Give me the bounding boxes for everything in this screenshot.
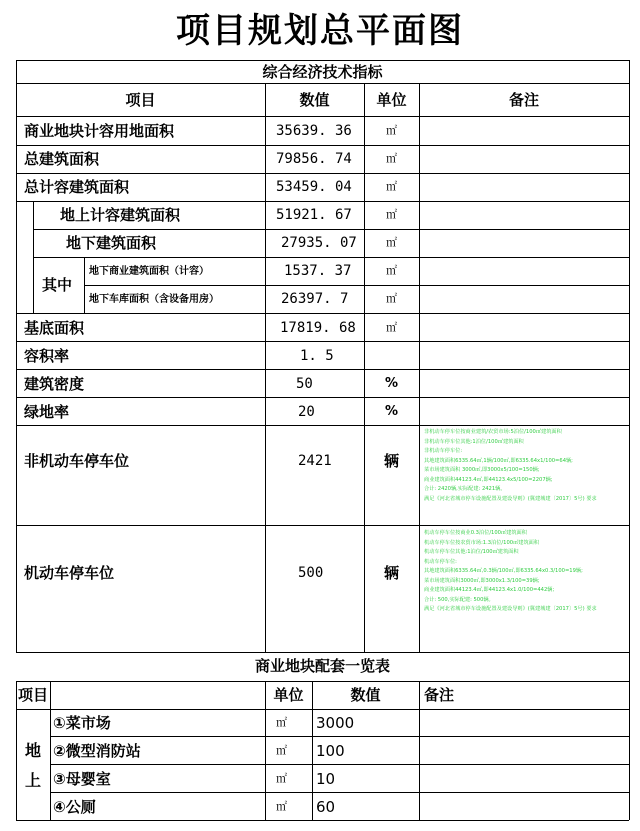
bicycle-parking-note: 非机动车停车位按商业建筑/农贸市场:5泊位/100㎡建筑面积 非机动车停车位其他:1泊位/100㎡建筑面积 非机动车停车位: 其地建筑面积6335.64㎡,1辆/100㎡,即6335.64x1/100=64辆; 菜市场建筑面积 3000㎡,即3000x5/100=150辆; 商业建筑面积44123.4㎡,即44123.4x5/100=2207辆; 合计: 2420辆,实际配建: 2421辆。 满足《河北省城市停车设施配置及建设导则》(冀建城建〔2017〕5号) 要求 (424, 429, 597, 502)
row-value: 1. 5 (300, 348, 334, 364)
row-value: 17819. 68 (280, 320, 356, 336)
facility-value: 10 (316, 770, 336, 788)
row-item: 绿地率 (24, 403, 70, 421)
row-value: 26397. 7 (281, 291, 349, 307)
fac-col-item-header: 项目 (18, 686, 49, 704)
row-unit: ㎡ (386, 292, 397, 305)
facility-item: ①菜市场 (53, 714, 111, 732)
row-value: 27935. 07 (281, 235, 357, 251)
col-item-header: 项目 (125, 91, 156, 109)
row-unit: 辆 (383, 564, 399, 582)
fac-col-note-header: 备注 (424, 686, 455, 704)
facility-unit: ㎡ (276, 744, 287, 757)
facility-unit: ㎡ (276, 772, 287, 785)
row-item: 总建筑面积 (24, 150, 100, 168)
row-unit: % (384, 376, 399, 391)
row-unit: ㎡ (386, 208, 397, 221)
row-value: 20 (298, 404, 315, 420)
col-unit-header: 单位 (376, 91, 407, 109)
fac-col-unit-header: 单位 (273, 686, 304, 704)
row-item: 非机动车停车位 (24, 452, 130, 470)
row-value: 53459. 04 (276, 179, 352, 195)
row-unit: ㎡ (386, 180, 397, 193)
facility-item: ④公厕 (53, 798, 96, 816)
facility-item: ③母婴室 (53, 770, 111, 788)
row-item: 地下建筑面积 (66, 234, 157, 252)
row-value: 500 (298, 565, 324, 581)
sub-group-label: 其中 (42, 276, 73, 294)
facility-value: 100 (316, 742, 345, 760)
fac-col-value-header: 数值 (350, 686, 381, 704)
row-unit: 辆 (383, 452, 399, 470)
econ-table-header: 综合经济技术指标 (262, 63, 383, 81)
row-item: 机动车停车位 (24, 564, 115, 582)
row-item: 商业地块计容用地面积 (24, 122, 175, 140)
row-value: 50 (296, 376, 313, 392)
row-value: 79856. 74 (276, 151, 352, 167)
row-unit: ㎡ (386, 124, 397, 137)
row-item: 容积率 (24, 347, 70, 365)
row-item: 地下车库面积（含设备用房） (89, 294, 219, 305)
page-title: 项目规划总平面图 (176, 11, 464, 51)
facility-value: 60 (316, 798, 336, 816)
row-unit: ㎡ (386, 236, 397, 249)
row-unit: ㎡ (386, 321, 397, 334)
row-item: 总计容建筑面积 (24, 178, 130, 196)
row-value: 51921. 67 (276, 207, 352, 223)
row-item: 地上计容建筑面积 (60, 206, 181, 224)
facility-item: ②微型消防站 (53, 742, 141, 760)
group-char: 地 (25, 741, 42, 760)
row-value: 2421 (298, 453, 332, 469)
row-item: 地下商业建筑面积（计容） (89, 266, 209, 277)
facility-value: 3000 (316, 714, 355, 732)
row-unit: ㎡ (386, 264, 397, 277)
row-item: 建筑密度 (24, 375, 85, 393)
facility-unit: ㎡ (276, 800, 287, 813)
row-value: 1537. 37 (284, 263, 352, 279)
col-note-header: 备注 (508, 91, 539, 109)
group-char: 上 (25, 771, 42, 790)
facilities-table-header: 商业地块配套一览表 (254, 657, 390, 675)
facility-unit: ㎡ (276, 716, 287, 729)
row-item: 基底面积 (24, 319, 85, 337)
row-unit: ㎡ (386, 152, 397, 165)
car-parking-note: 机动车停车位按商业0.3泊位/100㎡建筑面积 机动车停车位按农贸市场:1.3泊位/100㎡建筑面积 机动车停车位其他:1泊位/100㎡建筑面积 机动车停车位: 其地建筑面积6335.64㎡,0.3辆/100㎡,即6335.64x0.3/100=19辆; 菜市场建筑面积3000㎡,即3000x1.3/100=39辆; 商业建筑面积44123.4㎡,即44123.4x1.0/100=442辆; 合计: 500,实际配建: 500辆。 满足《河北省城市停车设施配置及建设导则》(冀建城建〔2017〕5号) 要求 (424, 530, 597, 612)
row-value: 35639. 36 (276, 123, 352, 139)
col-value-header: 数值 (299, 91, 330, 109)
row-unit: % (384, 404, 399, 419)
